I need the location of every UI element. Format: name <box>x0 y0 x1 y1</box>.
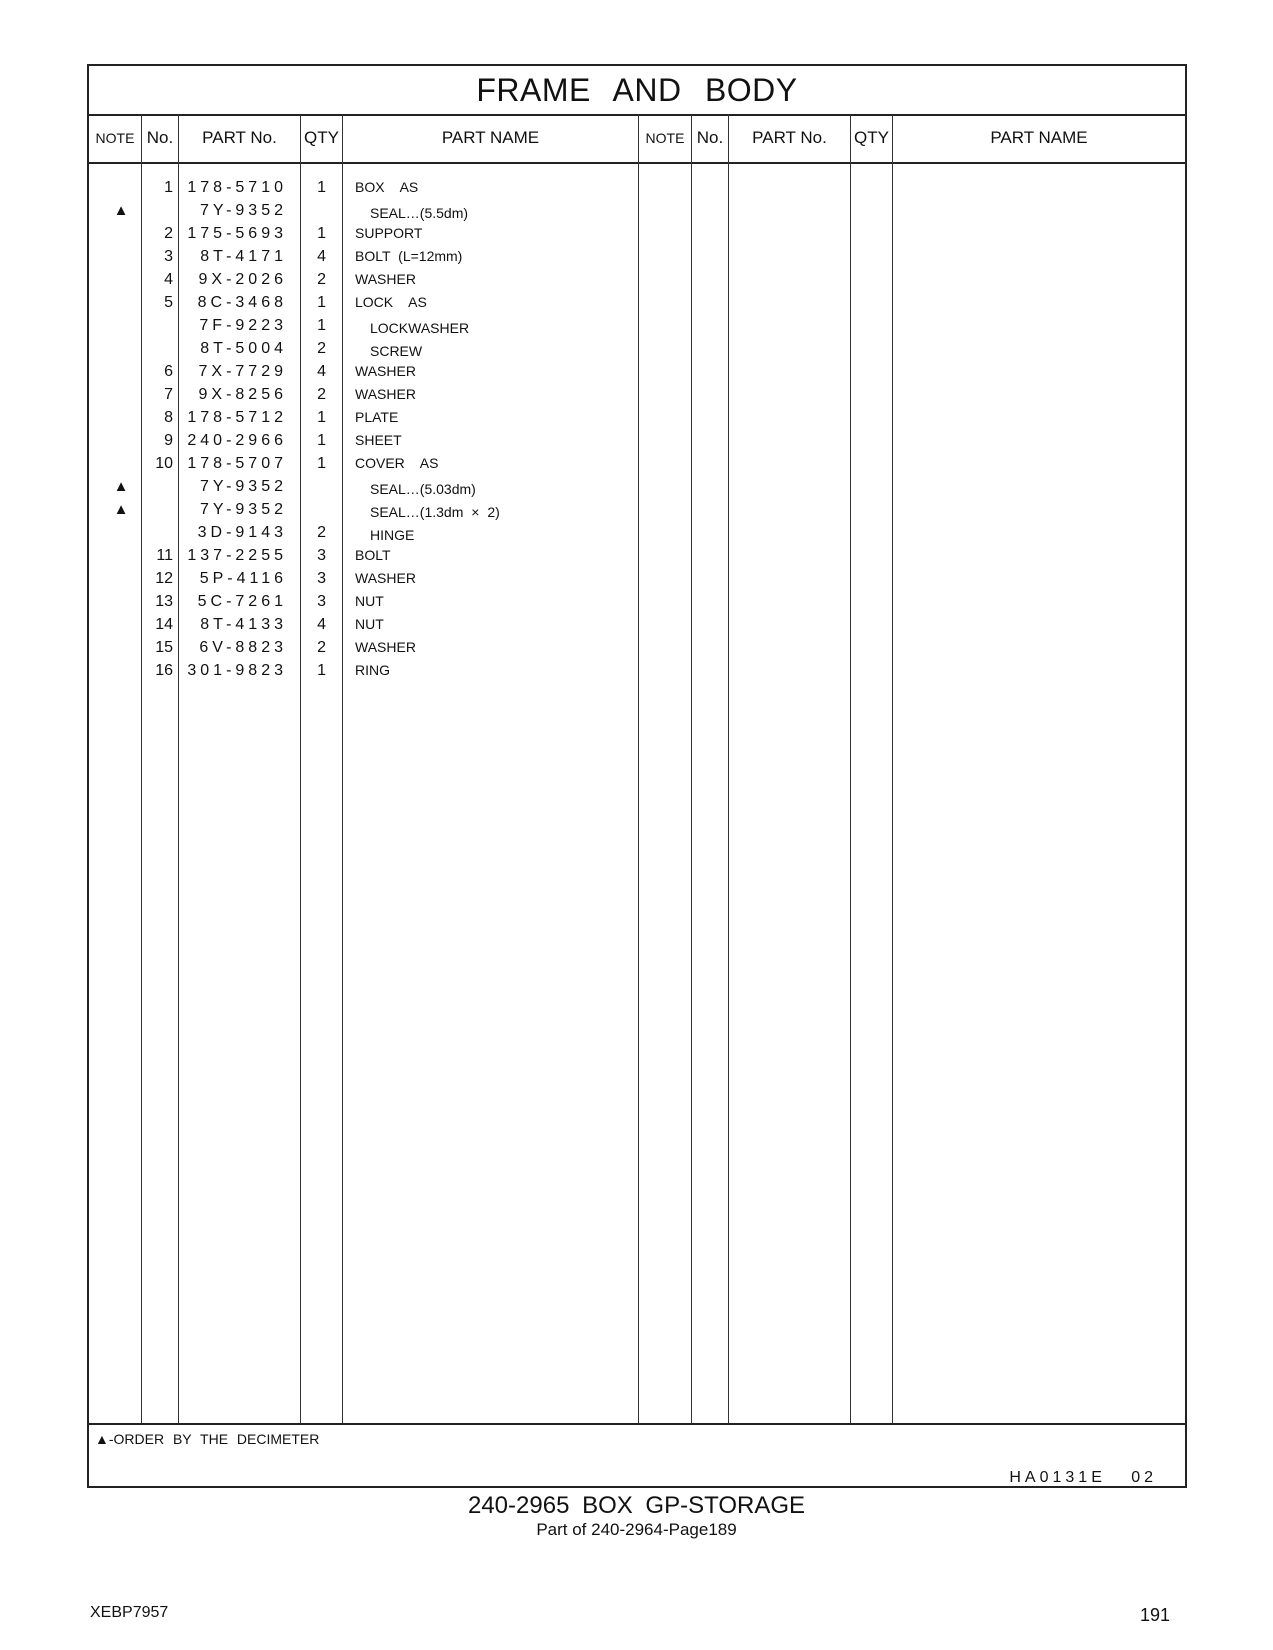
part-name: PLATE <box>355 409 399 425</box>
table-row <box>89 613 649 636</box>
item-number: 11 <box>156 547 173 564</box>
part-name: BOLT (L=12mm) <box>355 248 463 264</box>
quantity: 2 <box>317 524 326 541</box>
column-header-row <box>89 114 1185 164</box>
quantity: 2 <box>317 340 326 357</box>
table-row <box>89 337 649 360</box>
item-number: 7 <box>164 386 173 403</box>
quantity: 1 <box>317 179 326 196</box>
item-number: 15 <box>155 639 173 656</box>
table-row <box>89 659 649 682</box>
part-number: 7Y-9352 <box>199 478 287 495</box>
part-name: HINGE <box>370 527 415 543</box>
table-row <box>89 383 649 406</box>
note-marker: ▲ <box>113 478 129 495</box>
header-qty-left: QTY <box>304 128 339 147</box>
part-name: NUT <box>355 616 384 632</box>
table-title: FRAME AND BODY <box>89 66 1185 116</box>
quantity: 2 <box>317 386 326 403</box>
group-subcaption: Part of 240-2964-Page189 <box>536 1520 737 1539</box>
part-number: 240-2966 <box>187 432 287 449</box>
note-marker: ▲ <box>113 501 129 518</box>
part-name: SEAL…(1.3dm × 2) <box>370 504 500 520</box>
part-name: WASHER <box>355 639 416 655</box>
table-row <box>89 176 649 199</box>
note-marker: ▲ <box>113 202 129 219</box>
table-row <box>89 291 649 314</box>
table-row <box>89 222 649 245</box>
part-name: LOCKWASHER <box>370 320 470 336</box>
quantity: 1 <box>317 662 326 679</box>
document-id: XEBP7957 <box>90 1604 169 1621</box>
part-name: SHEET <box>355 432 402 448</box>
part-number: 9X-2026 <box>198 271 287 288</box>
part-name: COVER AS <box>355 455 439 471</box>
header-no-right: No. <box>696 128 724 147</box>
quantity: 1 <box>317 455 326 472</box>
quantity: 3 <box>317 570 326 587</box>
part-number: 7Y-9352 <box>199 202 287 219</box>
part-number: 6V-8823 <box>199 639 287 656</box>
table-row <box>89 314 649 337</box>
table-row <box>89 199 649 222</box>
quantity: 3 <box>317 547 326 564</box>
item-number: 16 <box>155 662 173 679</box>
part-name: WASHER <box>355 363 416 379</box>
item-number: 14 <box>155 616 173 633</box>
table-row <box>89 245 649 268</box>
item-number: 1 <box>164 179 173 196</box>
quantity: 4 <box>317 616 326 633</box>
part-name: WASHER <box>355 570 416 586</box>
quantity: 1 <box>317 409 326 426</box>
part-number: 137-2255 <box>187 547 287 564</box>
table-row <box>89 268 649 291</box>
part-number: 301-9823 <box>187 662 287 679</box>
table-row <box>89 590 649 613</box>
part-number: 7F-9223 <box>199 317 287 334</box>
table-row <box>89 452 649 475</box>
part-number: 5C-7261 <box>197 593 287 610</box>
part-number: 8T-4171 <box>200 248 287 265</box>
table-row <box>89 636 649 659</box>
item-number: 8 <box>164 409 173 426</box>
quantity: 1 <box>317 317 326 334</box>
part-name: BOLT <box>355 547 391 563</box>
quantity: 1 <box>317 432 326 449</box>
table-row <box>89 567 649 590</box>
quantity: 1 <box>317 225 326 242</box>
table-row <box>89 475 649 498</box>
part-name: WASHER <box>355 271 416 287</box>
item-number: 2 <box>164 225 173 242</box>
part-number: 9X-8256 <box>198 386 287 403</box>
table-row <box>89 429 649 452</box>
part-number: 8T-5004 <box>200 340 287 357</box>
part-number: 178-5712 <box>187 409 287 426</box>
parts-table-frame <box>87 64 1187 1488</box>
table-row <box>89 498 649 521</box>
item-number: 10 <box>155 455 173 472</box>
footer-divider <box>89 1423 1185 1425</box>
item-number: 13 <box>155 593 173 610</box>
header-part-no-right: PART No. <box>752 128 827 147</box>
part-name: SEAL…(5.03dm) <box>370 481 476 497</box>
part-number: 175-5693 <box>187 225 287 242</box>
part-name: SCREW <box>370 343 423 359</box>
drawing-code: HA0131E 02 <box>1009 1469 1157 1486</box>
header-no-left: No. <box>146 128 174 147</box>
part-number: 7X-7729 <box>198 363 287 380</box>
header-part-name-left: PART NAME <box>441 128 540 147</box>
header-part-name-right: PART NAME <box>990 128 1088 147</box>
group-caption: 240-2965 BOX GP-STORAGE <box>467 1492 806 1519</box>
item-number: 4 <box>164 271 173 288</box>
item-number: 5 <box>164 294 173 311</box>
quantity: 3 <box>317 593 326 610</box>
part-name: NUT <box>355 593 384 609</box>
quantity: 2 <box>317 271 326 288</box>
quantity: 1 <box>317 294 326 311</box>
quantity: 4 <box>317 363 326 380</box>
header-note-left: NOTE <box>95 130 135 146</box>
page-number: 191 <box>1140 1605 1171 1625</box>
header-note-right: NOTE <box>645 130 685 146</box>
part-number: 7Y-9352 <box>199 501 287 518</box>
legend-note: ▲-ORDER BY THE DECIMETER <box>95 1431 320 1447</box>
table-row <box>89 406 649 429</box>
part-number: 178-5710 <box>187 179 287 196</box>
part-name: LOCK AS <box>355 294 427 310</box>
part-name: RING <box>355 662 390 678</box>
item-number: 9 <box>164 432 173 449</box>
part-number: 8T-4133 <box>200 616 287 633</box>
header-part-no-left: PART No. <box>202 128 277 147</box>
table-row <box>89 544 649 567</box>
item-number: 3 <box>164 248 173 265</box>
table-row <box>89 360 649 383</box>
header-qty-right: QTY <box>854 128 889 147</box>
item-number: 12 <box>155 570 173 587</box>
part-name: SEAL…(5.5dm) <box>370 205 469 221</box>
table-row <box>89 521 649 544</box>
part-name: BOX AS <box>355 179 419 195</box>
part-name: SUPPORT <box>355 225 423 241</box>
part-number: 178-5707 <box>187 455 287 472</box>
quantity: 4 <box>317 248 326 265</box>
part-number: 8C-3468 <box>197 294 287 311</box>
quantity: 2 <box>317 639 326 656</box>
parts-list <box>89 164 1185 1423</box>
item-number: 6 <box>164 363 173 380</box>
part-name: WASHER <box>355 386 416 402</box>
part-number: 5P-4116 <box>199 570 287 587</box>
part-number: 3D-9143 <box>197 524 287 541</box>
